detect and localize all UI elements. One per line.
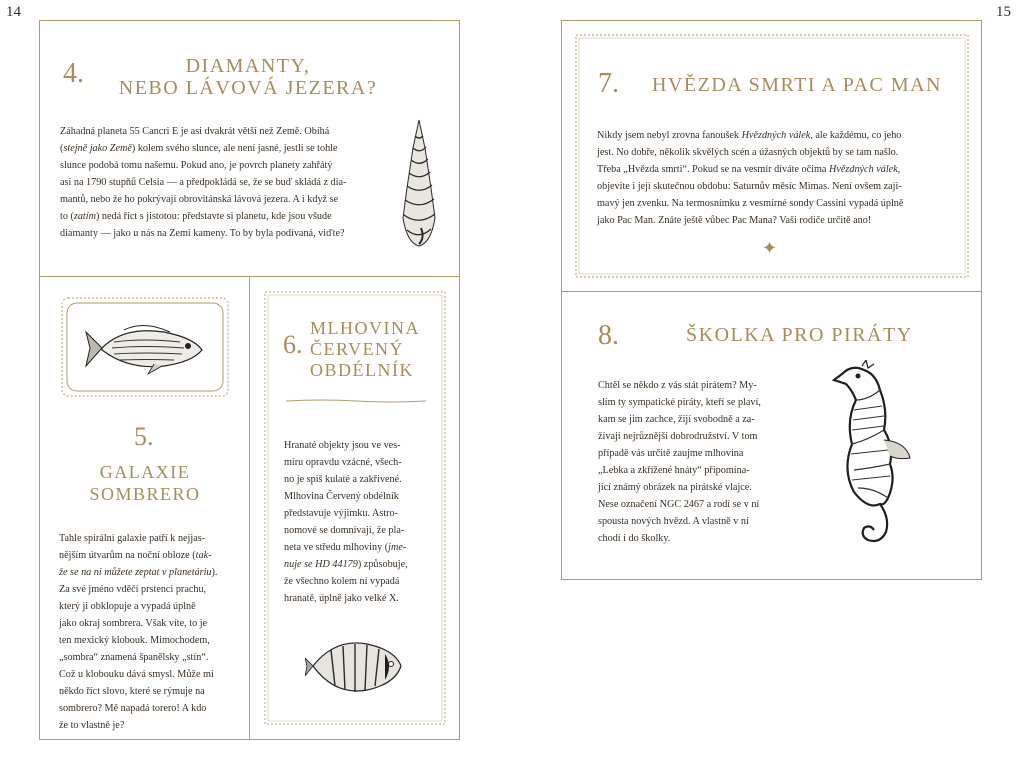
- s6-line: no je spíš kulaté a zakřivené.: [284, 474, 402, 485]
- s7-line: Nikdy jsem nebyl zrovna fanoušek Hvězdných válek, ale každému, co jeho: [597, 130, 902, 141]
- s4-line: asi na 1790 stupňů Celsia — a předpokládá se, že se buď skládá z dia-: [60, 177, 347, 188]
- s8-line: kam se jim zachce, žijí svobodně a za-: [598, 414, 755, 425]
- s8-line: Chtěl se někdo z vás stát pirátem? My-: [598, 380, 757, 391]
- s6-line: že všechno kolem ní vypadá: [284, 576, 400, 587]
- s5-line: ten mexický klobouk. Mimochodem,: [59, 635, 210, 646]
- section-8-title: ŠKOLKA PRO PIRÁTY: [686, 324, 913, 346]
- divider-horizontal-right: [561, 291, 982, 292]
- s8-line: „Lebka a zkřížené hnáty“ připomína-: [598, 465, 750, 476]
- section-6-title-line1: MLHOVINA: [310, 318, 420, 338]
- section-8-number: 8.: [598, 320, 619, 351]
- seahorse-illustration-icon: [832, 360, 922, 550]
- section-4-text: [60, 123, 380, 242]
- section-6-number: 6.: [283, 330, 303, 359]
- section-6-rule: [286, 396, 426, 406]
- s4-line: slunce podobá tomu našemu. Pokud ano, je povrch planety zahřátý: [60, 160, 333, 171]
- s5-line: sombrero? Mě napadá torero! A kdo: [59, 703, 207, 714]
- shell-illustration-icon: [395, 118, 443, 248]
- s5-line: Což u klobouku dává smysl. Může mi: [59, 669, 214, 680]
- s5-line: nějším útvarům na noční obloze (tak-: [59, 550, 212, 561]
- section-4-title-line2: NEBO LÁVOVÁ JEZERA?: [118, 77, 378, 99]
- section-7-text: [597, 127, 947, 229]
- section-6-text: [284, 437, 428, 607]
- section-6-title-line2: ČERVENÝ: [310, 339, 405, 359]
- divider-vertical: [249, 276, 250, 740]
- s4-line: mantů, nebo že ho pokrývají obrovitánská lávová jezera. A i když se: [60, 194, 339, 205]
- s6-line: míru opravdu vzácné, všech-: [284, 457, 402, 468]
- s5-line: Tahle spirální galaxie patří k nejjas-: [59, 533, 206, 544]
- s6-line: Hranaté objekty jsou ve ves-: [284, 440, 401, 451]
- section-7-title: HVĚZDA SMRTI A PAC MAN: [652, 74, 943, 96]
- section-5-text: [59, 530, 234, 734]
- s5-line: který ji obklopuje a vypadá úplně: [59, 601, 196, 612]
- section-7-number: 7.: [598, 68, 619, 99]
- s6-line: Mlhovina Červený obdélník: [284, 491, 399, 502]
- s7-line: jest. No dobře, několik skvělých scén a úžasných objektů by se tam našlo.: [597, 147, 899, 158]
- s5-line: že to vlastně je?: [59, 720, 125, 731]
- s5-line: někdo říct slovo, které se rýmuje na: [59, 686, 205, 697]
- section-5-title-line1: GALAXIE: [99, 462, 191, 482]
- s8-line: slím ty sympatické piráty, kteří se plaví,: [598, 397, 761, 408]
- s4-line: to (zatím) nedá říct s jistotou: představte si planetu, kde jsou všude: [60, 211, 332, 222]
- s6-line: nuje se HD 44179) způsobuje,: [284, 559, 408, 570]
- section-5-number: 5.: [134, 422, 154, 451]
- s6-line: nomové se domnívají, že pla-: [284, 525, 405, 536]
- s8-line: chodí i do školky.: [598, 533, 671, 544]
- s7-line: objevíte i její skutečnou obdobu: Saturnův měsíc Mimas. Není ovšem zaji-: [597, 181, 902, 192]
- butterflyfish-illustration-icon: [305, 636, 405, 698]
- section-4-number: 4.: [63, 58, 84, 89]
- s7-line: mavý jen zvenku. Na termosnímku z vesmírné sondy Cassini vypadá úplně: [597, 198, 904, 209]
- s5-line: že se na ni můžete zeptat v planetáriu).: [59, 567, 218, 578]
- s8-line: jící známý obrázek na pirátské vlajce.: [598, 482, 752, 493]
- section-6-title: [310, 318, 430, 381]
- section-8-text: [598, 377, 784, 547]
- section-5-title: [60, 461, 230, 505]
- s4-line: diamanty — jako u nás na Zemi kameny. To by byla podívaná, viďte?: [60, 228, 345, 239]
- section-5-title-line2: SOMBRERO: [89, 484, 201, 504]
- s4-line: (stejně jako Země) kolem svého slunce, ale není jasné, jestli se tohle: [60, 143, 338, 154]
- s8-line: spousta nových hvězd. A vlastně v ní: [598, 516, 749, 527]
- section-4-title-line1: DIAMANTY,: [185, 55, 311, 77]
- s8-line: žívají nejrůznější dobrodružství. V tom: [598, 431, 758, 442]
- s6-line: hranatě, úplně jako velké X.: [284, 593, 399, 604]
- s5-line: Za své jméno vděčí prstenci prachu,: [59, 584, 207, 595]
- s6-line: představuje výjimku. Astro-: [284, 508, 399, 519]
- star-ornament-icon: ✦: [762, 238, 778, 258]
- s5-line: „sombra“ znamená španělsky „stín“.: [59, 652, 209, 663]
- page-number-right: 15: [996, 4, 1011, 20]
- page-number-left: 14: [6, 4, 21, 20]
- s8-line: Nese označení NGC 2467 a rodí se v ní: [598, 499, 760, 510]
- section-6-title-line3: OBDÉLNÍK: [310, 360, 414, 380]
- s5-line: jako okraj sombrera. Však víte, to je: [59, 618, 208, 629]
- s4-line: Záhadná planeta 55 Cancri E je asi dvakrát větší než Země. Obíhá: [60, 126, 330, 137]
- s7-line: Třeba „Hvězda smrti“. Pokud se na vesmír díváte očima Hvězdných válek,: [597, 164, 901, 175]
- s8-line: případě vás určitě zaujme mlhovina: [598, 448, 744, 459]
- s6-line: neta ve středu mlhoviny (jme-: [284, 542, 407, 553]
- section-4-title: [118, 55, 378, 99]
- fish-illustration-icon: [84, 318, 208, 376]
- s7-line: jako Pac Man. Znáte ještě vůbec Pac Mana? Vaši rodiče určitě ano!: [597, 215, 872, 226]
